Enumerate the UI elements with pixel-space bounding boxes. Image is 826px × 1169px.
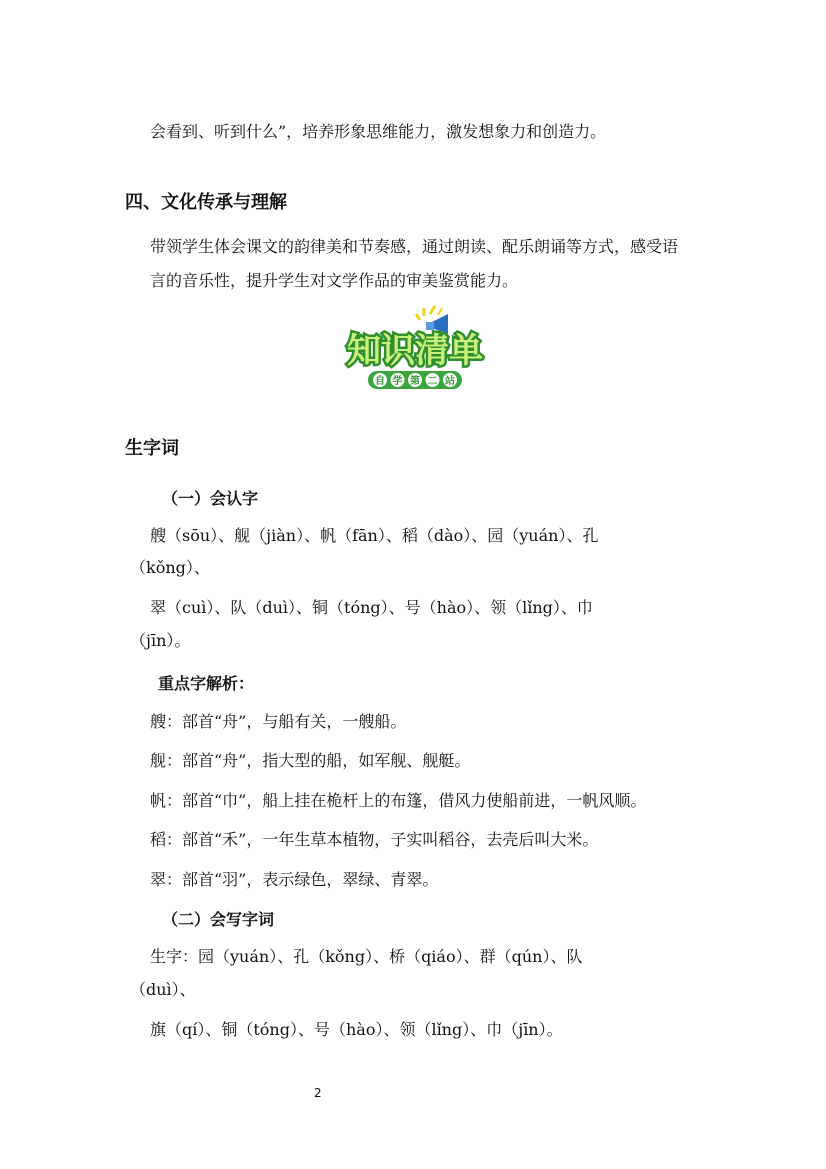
write-line: 旗（qí）、铜（tóng）、号（hào）、领（lǐng）、巾（jīn）。 [150, 1020, 563, 1039]
badge-subchar: 站 [445, 376, 455, 387]
recognize-title: （一）会认字 [162, 489, 259, 508]
analysis-item: 舰：部首“舟”，指大型的船，如军舰、舰艇。 [150, 751, 471, 770]
analysis-item: 翠：部首“羽”，表示绿色，翠绿、青翠。 [150, 870, 439, 889]
knowledge-list-badge [340, 300, 490, 395]
analysis-title: 重点字解析： [158, 674, 255, 693]
write-line: （duì）、 [130, 980, 196, 999]
vocab-title: 生字词 [125, 438, 179, 459]
recognize-line: 艘（sōu）、舰（jiàn）、帆（fān）、稻（dào）、园（yuán）、孔 [150, 526, 599, 545]
megaphone-icon [416, 306, 448, 334]
analysis-item: 艘：部首“舟”，与船有关，一艘船。 [150, 712, 407, 731]
recognize-line: 翠（cuì）、队（duì）、铜（tóng）、号（hào）、领（lǐng）、巾 [150, 598, 593, 617]
analysis-item: 帆：部首“巾”，船上挂在桅杆上的布篷，借风力使船前进，一帆风顺。 [150, 791, 647, 810]
section-title: 四、文化传承与理解 [125, 192, 287, 213]
paragraph-line: 会看到、听到什么”，培养形象思维能力，激发想象力和创造力。 [150, 122, 607, 141]
write-title: （二）会写字词 [162, 910, 275, 929]
recognize-line: （kǒng）、 [130, 558, 210, 577]
badge-title: 知识清单 [347, 331, 483, 371]
badge-subchar: 二 [427, 376, 438, 387]
paragraph-line: 言的音乐性，提升学生对文学作品的审美鉴赏能力。 [150, 271, 519, 290]
badge-subchar: 第 [410, 376, 420, 387]
write-line: 生字：园（yuán）、孔（kǒng）、桥（qiáo）、群（qún）、队 [150, 947, 583, 966]
recognize-line: （jīn）。 [130, 631, 191, 650]
badge-subchar: 学 [392, 376, 403, 387]
badge-subchar: 自 [375, 376, 385, 387]
page-number: 2 [314, 1086, 322, 1100]
analysis-item: 稻：部首“禾”，一年生草本植物，子实叫稻谷，去壳后叫大米。 [150, 830, 599, 849]
paragraph-line: 带领学生体会课文的韵律美和节奏感，通过朗读、配乐朗诵等方式，感受语 [150, 237, 679, 256]
